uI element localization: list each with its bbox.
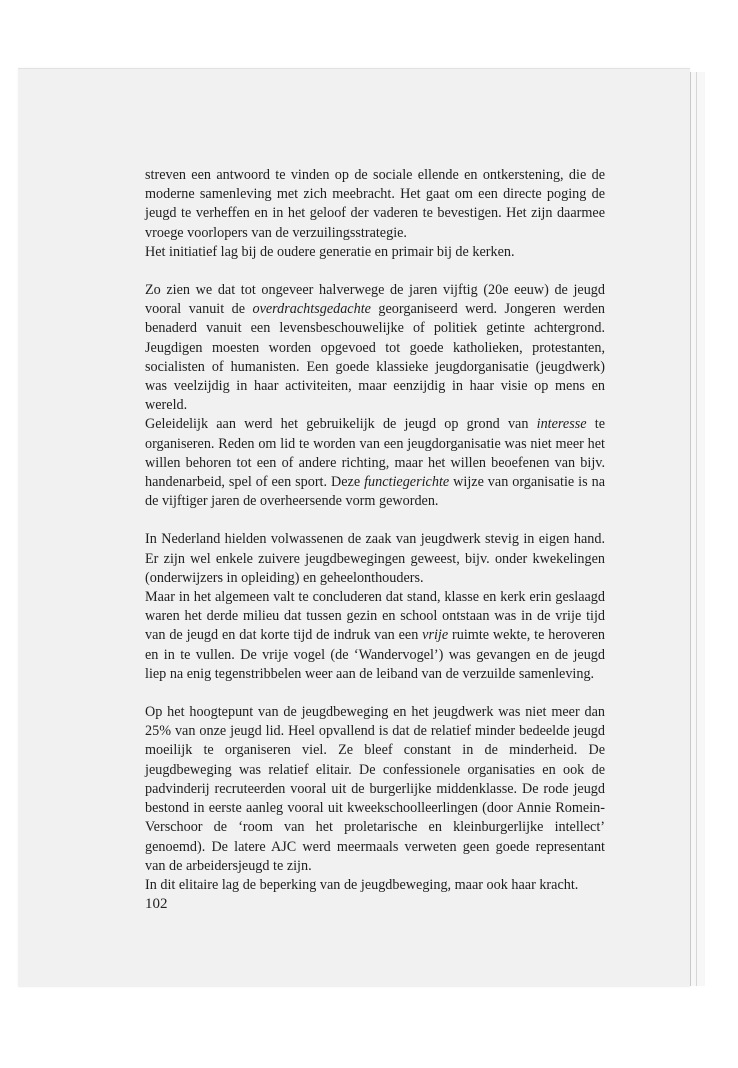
paragraph: [145, 166, 605, 243]
text-run: Het initiatief lag bij de oudere generatie en primair bij de kerken.: [145, 243, 515, 260]
paragraph-gap: [145, 262, 605, 281]
text-run: te organiseren. Reden om lid te worden van een jeugdorganisatie was niet meer het willen behoren tot een of andere richting, maar het willen beoefenen van bijv. handenarbeid, spel of een sport. Deze: [145, 416, 605, 491]
paragraph: [145, 876, 605, 895]
text-run: streven een antwoord te vinden op de sociale ellende en ontkerstening, die de moderne samenleving met zich meebracht. Het gaat om een directe poging de jeugd te verheffen en in het geloof der vaderen te bevestigen. Het zijn daarmee vroege voorlopers van de verzuilingsstrategie.: [145, 167, 605, 241]
paragraph: [145, 703, 605, 876]
text-run: In Nederland hielden volwassenen de zaak van jeugdwerk stevig in eigen hand. Er zijn wel enkele zuivere jeugdbewegingen geweest, bijv. onder kwekelingen (onderwijzers in opleiding) en geheelonthouders.: [145, 531, 605, 586]
paragraph: [145, 243, 605, 262]
italic-term: interesse: [536, 416, 587, 433]
text-run: georganiseerd werd. Jongeren werden benaderd vanuit een levensbeschouwelijke of politiek getinte achtergrond. Jeugdigen moesten worden opgevoed tot goede katholieken, protestanten, socialisten of humanisten. Een goede klassieke jeugdorganisatie (jeugdwerk) was veelzijdig in haar activiteiten, maar eenzijdig in haar visie op mens en wereld.: [145, 301, 605, 414]
text-run: Op het hoogtepunt van de jeugdbeweging en het jeugdwerk was niet meer dan 25% van onze jeugd lid. Heel opvallend is dat de relatief minder bedeelde jeugd moeilijk te organiseren viel. Ze bleef constant in de minderheid. De jeugdbeweging was relatief elitair. De confessionele organisaties en ook de padvinderij recruteerden vooral uit de burgerlijke middenklasse. De rode jeugd bestond in eerste aanleg vooral uit kweekschoolleerlingen (door Annie Romein-Verschoor de ‘room van het proletarische en kleinburgerlijke intellect’ genoemd). De latere AJC werd meermaals verweten geen goede representant van de arbeidersjeugd te zijn.: [145, 704, 605, 874]
paragraph: [145, 281, 605, 415]
page-edge: [690, 72, 705, 986]
paragraph: [145, 588, 605, 684]
paragraph-gap: [145, 511, 605, 530]
paragraph: [145, 415, 605, 511]
page-number: 102: [145, 896, 168, 912]
body-text: [145, 166, 605, 895]
text-run: Zo zien we dat tot ongeveer halverwege de jaren vijftig (20e eeuw) de jeugd vooral vanuit de: [145, 282, 605, 318]
text-run: Maar in het algemeen valt te concluderen dat stand, klasse en kerk erin geslaagd waren het derde milieu dat tussen gezin en school ontstaan was in de vrije tijd van de jeugd en dat korte tijd de indruk van een: [145, 589, 605, 644]
text-run: Geleidelijk aan werd het gebruikelijk de jeugd op grond van: [145, 416, 537, 433]
italic-term: functiegerichte: [364, 474, 450, 491]
italic-term: vrije: [422, 627, 449, 644]
paragraph-gap: [145, 684, 605, 703]
text-run: ruimte wekte, te heroveren en in te vullen. De vrije vogel (de ‘Wandervogel’) was gevangen en de jeugd liep na enig tegenstribbelen weer aan de leiband van de verzuilde samenleving.: [145, 627, 605, 682]
paragraph: [145, 530, 605, 588]
page-edge-line: [696, 72, 697, 986]
text-run: In dit elitaire lag de beperking van de jeugdbeweging, maar ook haar kracht.: [145, 876, 579, 893]
text-run: wijze van organisatie is na de vijftiger jaren de overheersende vorm geworden.: [145, 474, 605, 510]
italic-term: overdrachtsgedachte: [252, 301, 371, 318]
